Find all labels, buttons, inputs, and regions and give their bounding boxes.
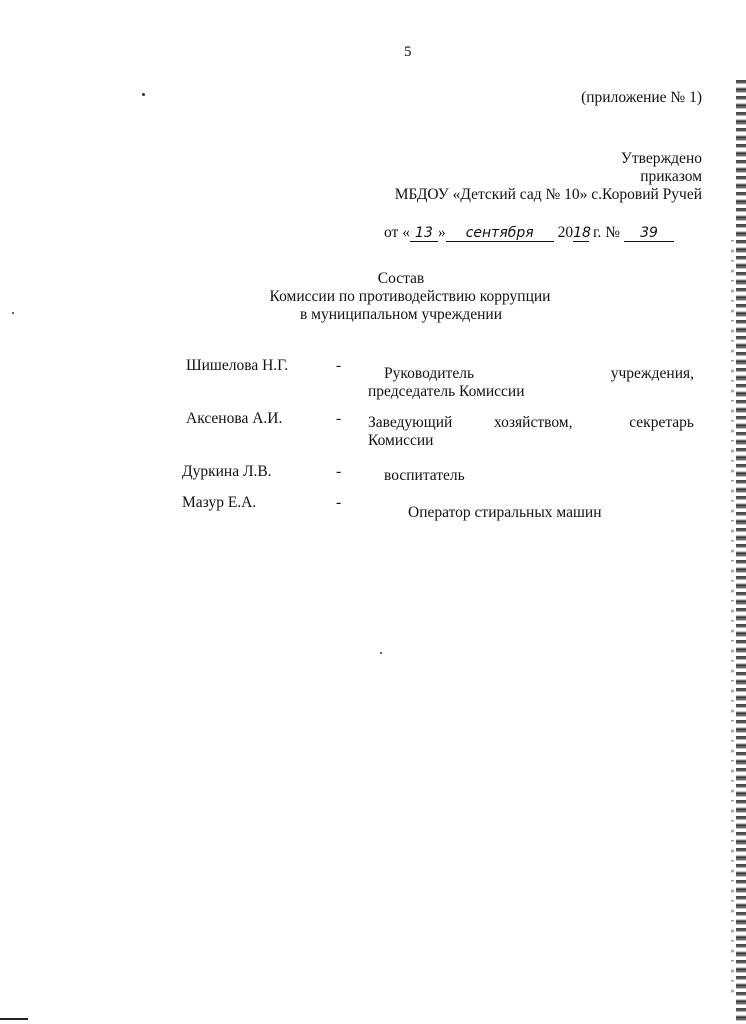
order-year-prefix: 20 bbox=[557, 224, 574, 241]
member-name: Дуркина Л.В. bbox=[182, 463, 272, 480]
order-number-prefix: г. № bbox=[589, 224, 621, 241]
order-day-handwritten: 13 bbox=[410, 226, 438, 242]
member-row bbox=[0, 357, 746, 400]
member-dash: - bbox=[336, 357, 342, 374]
member-name: Аксенова А.И. bbox=[186, 410, 283, 427]
order-date-mid: » bbox=[437, 224, 446, 241]
order-month-handwritten: сентября bbox=[446, 226, 554, 242]
member-role-line2: Комиссии bbox=[368, 432, 434, 449]
member-role bbox=[368, 467, 694, 485]
member-role-line1-b: учреждения, bbox=[610, 365, 694, 382]
order-date-prefix: от « bbox=[384, 224, 410, 241]
member-role bbox=[368, 365, 694, 401]
scan-edge-artifact bbox=[0, 1018, 28, 1020]
title-line-commission: Комиссии по противодействию коррупции bbox=[269, 288, 551, 305]
approval-line-approved: Утверждено bbox=[620, 150, 702, 167]
member-role-line2: председатель Комиссии bbox=[368, 383, 525, 400]
member-role-line1-m: хозяйством, bbox=[494, 414, 573, 431]
member-dash: - bbox=[336, 410, 342, 427]
member-role bbox=[368, 504, 694, 522]
order-date-line bbox=[384, 224, 674, 242]
member-role-line1-b: секретарь bbox=[629, 414, 694, 431]
scan-speck bbox=[142, 93, 145, 96]
order-year-handwritten: 18 bbox=[573, 225, 591, 241]
member-dash: - bbox=[336, 463, 342, 480]
member-role-line1-a: Руководитель bbox=[384, 365, 475, 382]
member-role-line1: Оператор стиральных машин bbox=[408, 504, 602, 521]
order-number-handwritten: 39 bbox=[624, 226, 674, 242]
scan-speck bbox=[12, 312, 14, 314]
document-title bbox=[200, 270, 620, 324]
approval-block bbox=[395, 150, 702, 204]
title-line-institution: в муниципальном учреждении bbox=[299, 306, 502, 323]
member-name: Мазур Е.А. bbox=[182, 494, 257, 511]
member-role-line1: воспитатель bbox=[384, 467, 465, 484]
member-dash: - bbox=[336, 494, 342, 511]
member-row bbox=[0, 494, 746, 534]
scan-edge-artifact bbox=[731, 240, 734, 1000]
approval-line-order: приказом bbox=[640, 168, 702, 185]
scan-speck bbox=[380, 652, 382, 654]
member-name: Шишелова Н.Г. bbox=[186, 357, 289, 374]
member-row bbox=[0, 410, 746, 450]
page-number: 5 bbox=[404, 44, 412, 60]
member-role-line1-a: Заведующий bbox=[368, 414, 453, 431]
member-role bbox=[368, 414, 694, 450]
scan-edge-artifact bbox=[736, 80, 746, 1024]
title-line-composition: Состав bbox=[377, 270, 425, 287]
approval-line-organization: МБДОУ «Детский сад № 10» с.Коровий Ручей bbox=[394, 186, 702, 203]
appendix-label: (приложение № 1) bbox=[581, 89, 702, 106]
